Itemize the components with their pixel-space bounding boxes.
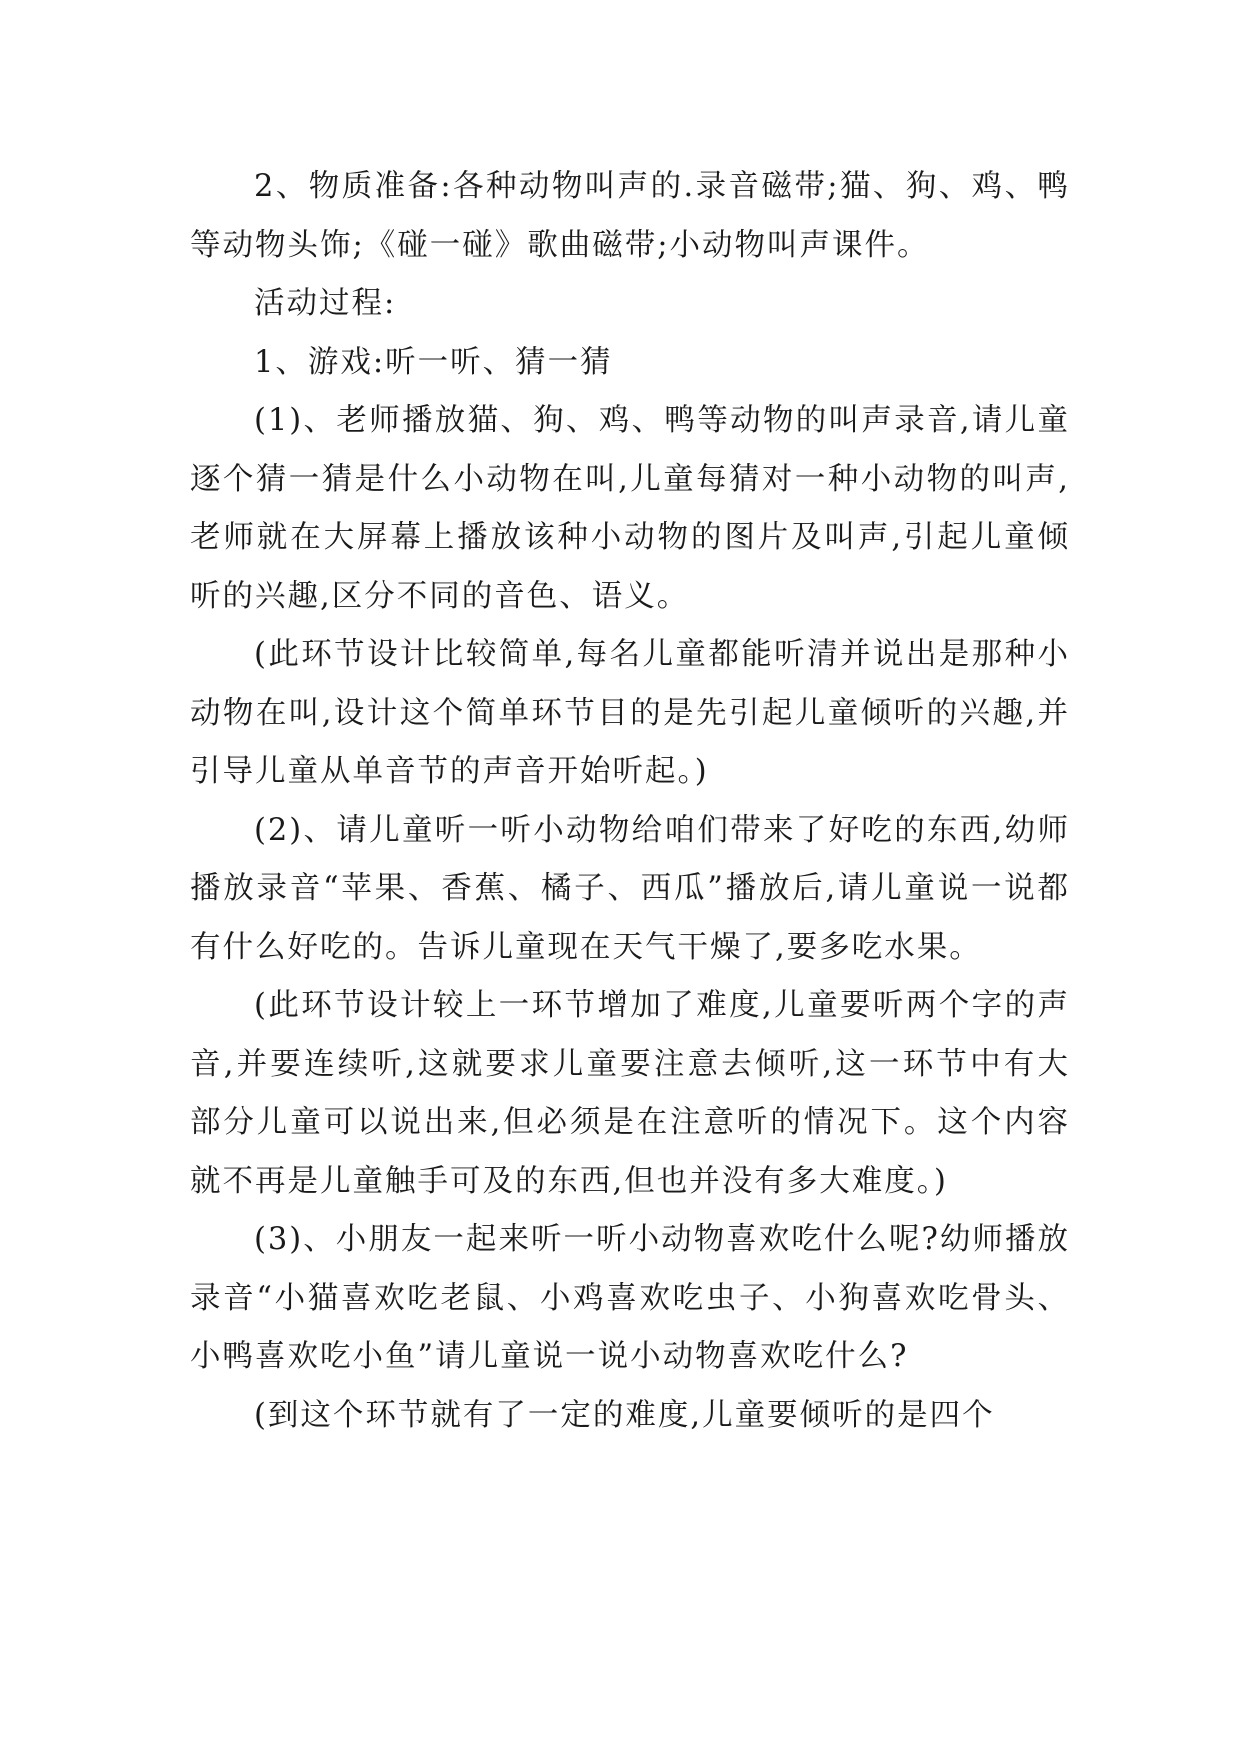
paragraph-activity-process-heading: 活动过程: bbox=[254, 286, 397, 321]
paragraph-step-3: (3)、小朋友一起来听一听小动物喜欢吃什么呢?幼师播放录音“小猫喜欢吃老鼠、小鸡喜欢吃虫子、小狗喜欢吃骨头、小鸭喜欢吃小鱼”请儿童说一说小动物喜欢吃什么? bbox=[190, 1222, 1070, 1374]
paragraph-note-2: (此环节设计较上一环节增加了难度,儿童要听两个字的声音,并要连续听,这就要求儿童要注意去倾听,这一环节中有大部分儿童可以说出来,但必须是在注意听的情况下。这个内容就不再是儿童触手可及的东西,但也并没有多大难度。) bbox=[190, 988, 1070, 1199]
paragraph-step-1: (1)、老师播放猫、狗、鸡、鸭等动物的叫声录音,请儿童逐个猜一猜是什么小动物在叫,儿童每猜对一种小动物的叫声,老师就在大屏幕上播放该种小动物的图片及叫声,引起儿童倾听的兴趣,区分不同的音色、语义。 bbox=[190, 403, 1070, 614]
document-body bbox=[190, 158, 1070, 1445]
paragraph-note-1: (此环节设计比较简单,每名儿童都能听清并说出是那种小动物在叫,设计这个简单环节目的是先引起儿童倾听的兴趣,并引导儿童从单音节的声音开始听起。) bbox=[190, 637, 1070, 789]
paragraph-material-preparation: 2、物质准备:各种动物叫声的.录音磁带;猫、狗、鸡、鸭等动物头饰;《碰一碰》歌曲磁带;小动物叫声课件。 bbox=[190, 169, 1070, 263]
paragraph-game-heading: 1、游戏:听一听、猜一猜 bbox=[254, 344, 613, 380]
paragraph-note-3: (到这个环节就有了一定的难度,儿童要倾听的是四个 bbox=[254, 1397, 995, 1433]
paragraph-step-2: (2)、请儿童听一听小动物给咱们带来了好吃的东西,幼师播放录音“苹果、香蕉、橘子、西瓜”播放后,请儿童说一说都有什么好吃的。告诉儿童现在天气干燥了,要多吃水果。 bbox=[190, 812, 1070, 965]
